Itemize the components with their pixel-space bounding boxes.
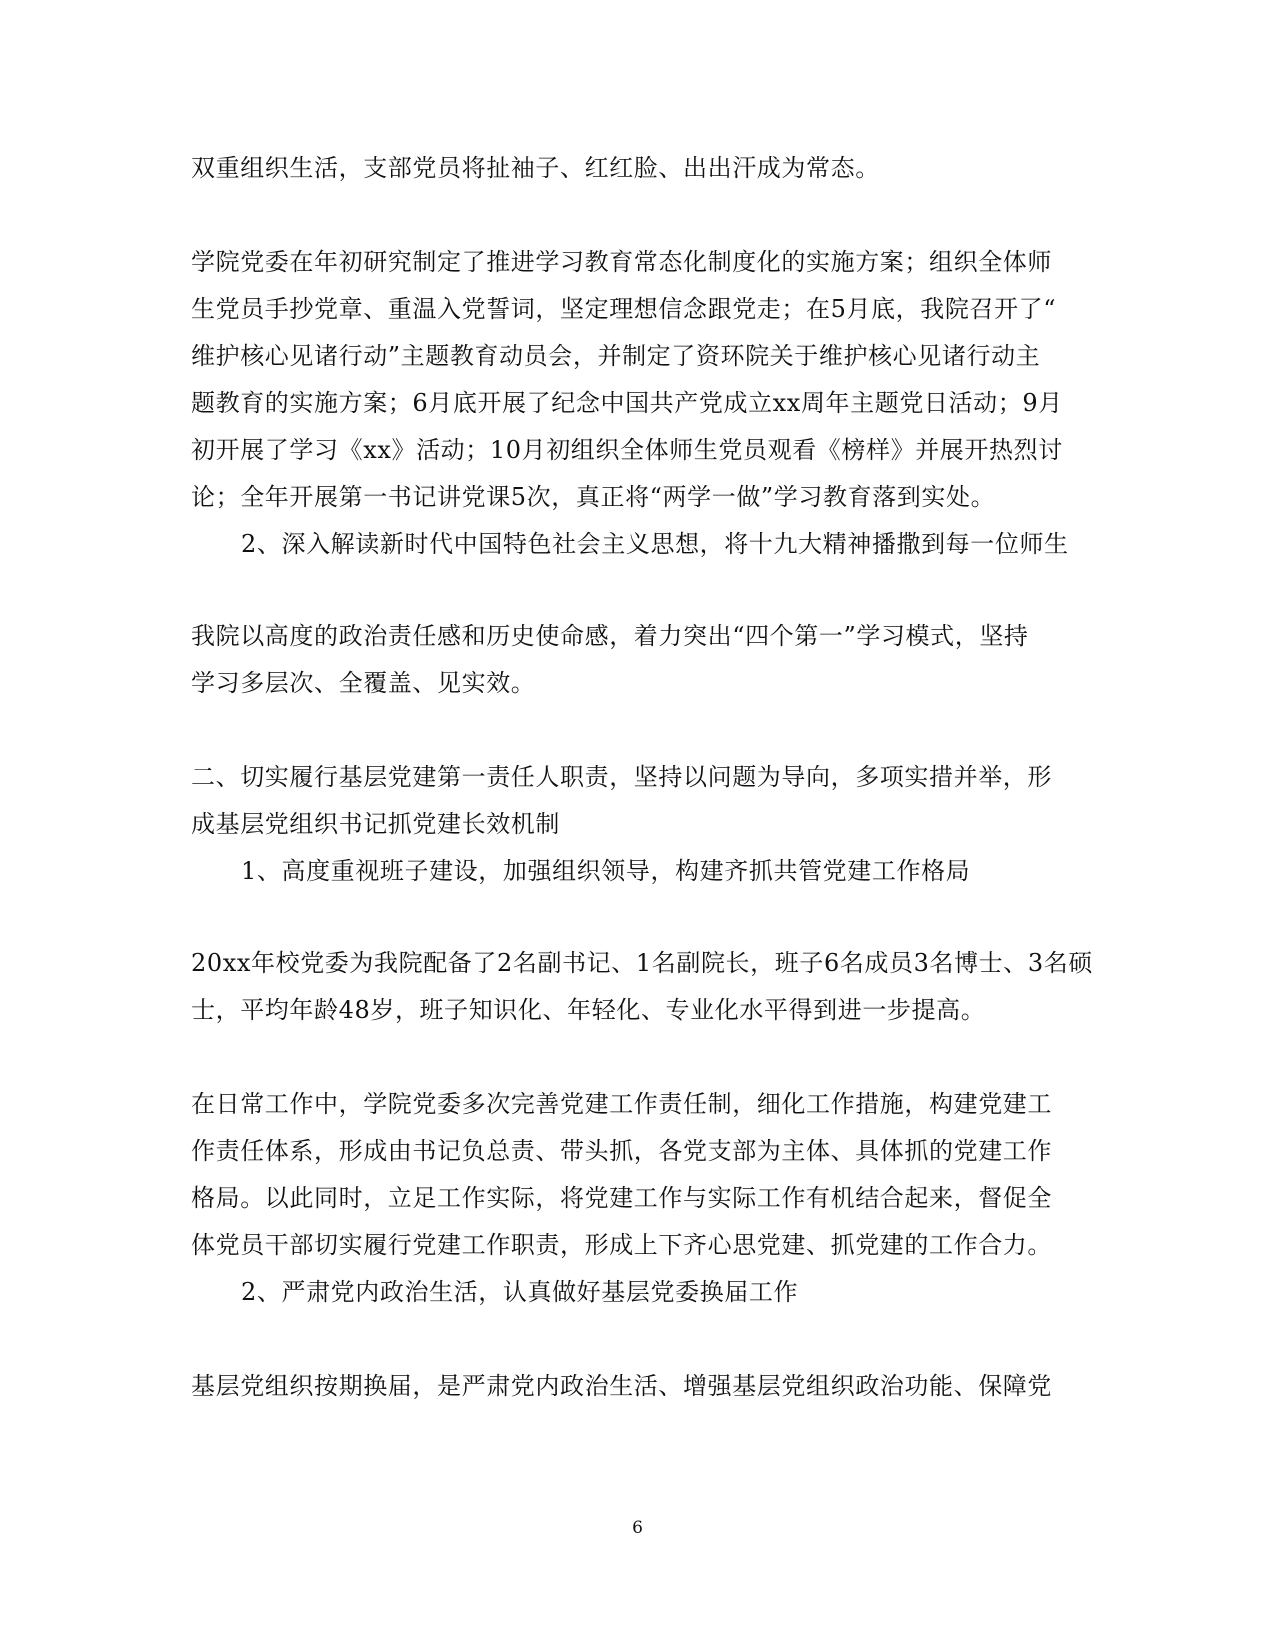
text-line: 作责任体系，形成由书记负总责、带头抓，各党支部为主体、具体抓的党建工作 [191,1137,1052,1165]
text-line: 初开展了学习《xx》活动；10月初组织全体师生党员观看《榜样》并展开热烈讨 [191,436,1063,464]
text-line: 体党员干部切实履行党建工作职责，形成上下齐心思党建、抓党建的工作合力。 [191,1231,1052,1259]
text-line: 题教育的实施方案；6月底开展了纪念中国共产党成立xx周年主题党日活动；9月 [191,389,1063,417]
subheading: 2、严肃党内政治生活，认真做好基层党委换届工作 [241,1278,799,1306]
subheading: 2、深入解读新时代中国特色社会主义思想，将十九大精神播撒到每一位师生 [241,530,1069,558]
text-line: 学习多层次、全覆盖、见实效。 [191,669,536,697]
text-line: 格局。以此同时，立足工作实际，将党建工作与实际工作有机结合起来，督促全 [191,1184,1052,1212]
text-line: 学院党委在年初研究制定了推进学习教育常态化制度化的实施方案；组织全体师 [191,248,1052,276]
text-line: 在日常工作中，学院党委多次完善党建工作责任制，细化工作措施，构建党建工 [191,1090,1052,1118]
text-line: 我院以高度的政治责任感和历史使命感，着力突出“四个第一”学习模式，坚持 [191,622,1029,650]
text-line: 基层党组织按期换届，是严肃党内政治生活、增强基层党组织政治功能、保障党 [191,1372,1052,1400]
page-number: 6 [632,1518,643,1538]
text-line: 维护核心见诸行动”主题教育动员会，并制定了资环院关于维护核心见诸行动主 [191,342,1041,370]
text-line: 论；全年开展第一书记讲党课5次，真正将“两学一做”学习教育落到实处。 [191,483,996,511]
text-line: 双重组织生活，支部党员将扯袖子、红红脸、出出汗成为常态。 [191,154,880,182]
subheading: 1、高度重视班子建设，加强组织领导，构建齐抓共管党建工作格局 [241,857,971,885]
section-heading: 成基层党组织书记抓党建长效机制 [191,810,560,838]
section-heading: 二、切实履行基层党建第一责任人职责，坚持以问题为导向，多项实措并举，形 [191,763,1052,791]
text-line: 20xx年校党委为我院配备了2名副书记、1名副院长，班子6名成员3名博士、3名硕 [191,949,1093,977]
text-line: 士，平均年龄48岁，班子知识化、年轻化、专业化水平得到进一步提高。 [191,996,986,1024]
text-line: 生党员手抄党章、重温入党誓词，坚定理想信念跟党走；在5月底，我院召开了“ [191,295,1057,323]
